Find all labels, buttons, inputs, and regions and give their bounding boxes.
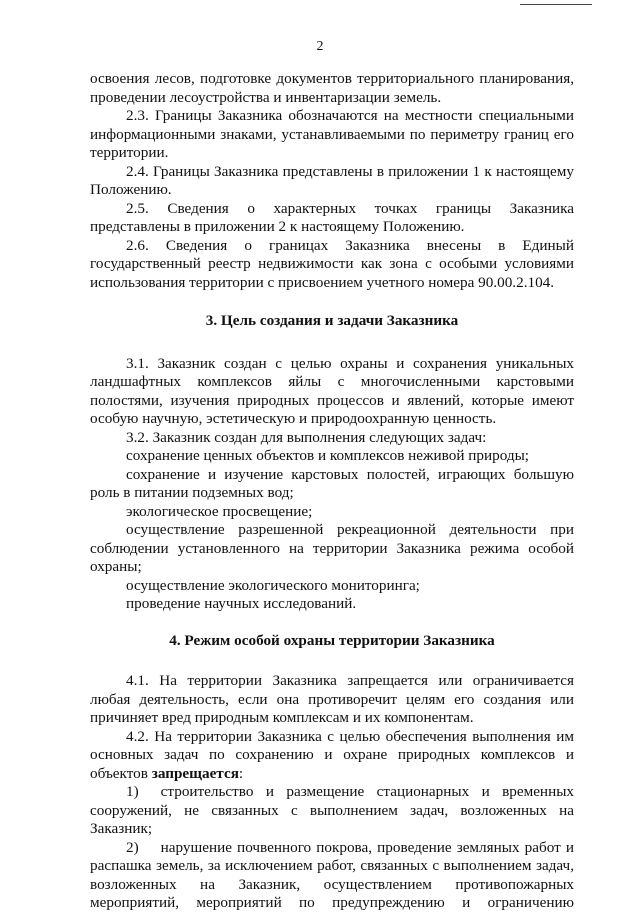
section-3-heading: 3. Цель создания и задачи Заказника — [205, 312, 459, 329]
paragraph-continuation: освоения лесов, подготовке документов территориального планирования, проведении лесоустройства и инвентаризации земель. — [90, 70, 574, 106]
document-body — [90, 70, 574, 913]
paragraph-2-4: 2.4. Границы Заказника представлены в приложении 1 к настоящему Положению. — [90, 162, 574, 198]
task-item: экологическое просвещение; — [126, 502, 313, 520]
item-number: 2) — [126, 838, 139, 856]
paragraph-3-2: 3.2. Заказник создан для выполнения следующих задач: — [126, 428, 487, 446]
paragraph-4-2-tail: : — [238, 764, 244, 782]
paragraph-2-5: 2.5. Сведения о характерных точках границы Заказника представлены в приложении 2 к настоящему Положению. — [90, 199, 574, 235]
paragraph-4-2 — [90, 728, 574, 784]
paragraph-2-6: 2.6. Сведения о границах Заказника внесены в Единый государственный реестр недвижимости как зона с особыми условиями использования территории с присвоением учетного номера 90.00.2.104. — [90, 236, 574, 291]
task-item: сохранение ценных объектов и комплексов неживой природы; — [126, 447, 530, 464]
paragraph-4-1: 4.1. На территории Заказника запрещается или ограничивается любая деятельность, если она противоречит целям его создания или причиняет вред природным комплексам и их компонентам. — [90, 672, 574, 726]
task-item: сохранение и изучение карстовых полостей, играющих большую роль в питании подземных вод; — [90, 465, 574, 501]
task-item: осуществление разрешенной рекреационной деятельности при соблюдении установленного на территории Заказника режима особой охраны; — [90, 521, 574, 575]
paragraph-3-1: 3.1. Заказник создан с целью охраны и сохранения уникальных ландшафтных комплексов яйлы с многочисленными карстовыми полостями, изучения природных процессов и явлений, которые имеют особую научную, эстетическую и природоохранную ценность. — [90, 354, 574, 427]
item-text: строительство и размещение стационарных и временных сооружений, не связанных с выполнением задач, возложенных на Заказник; — [90, 783, 574, 837]
prohibited-keyword: запрещается — [151, 764, 239, 782]
task-item: проведение научных исследований. — [126, 595, 357, 612]
paragraph-4-2-text: 4.2. На территории Заказника с целью обеспечения выполнения им основных задач по сохранению и охране природных комплексов и объектов — [90, 727, 574, 782]
item-number: 1) — [126, 783, 139, 800]
section-4-heading: 4. Режим особой охраны территории Заказника — [169, 631, 495, 649]
prohibition-item — [90, 839, 574, 913]
prohibition-item — [90, 783, 574, 839]
page-number: 2 — [316, 39, 324, 54]
item-text: нарушение почвенного покрова, проведение земляных работ и распашка земель, за исключением работ, связанных с выполнением задач, возложенных на Заказник, осуществлением противопожарных мероприятий, мероприятий по предупреждению и ограничению — [90, 838, 574, 911]
paragraph-2-3: 2.3. Границы Заказника обозначаются на местности специальными информационными знаками, устанавливаемыми по периметру границ его территории. — [90, 107, 574, 161]
top-rule — [520, 4, 592, 5]
task-item: осуществление экологического мониторинга; — [126, 576, 420, 594]
